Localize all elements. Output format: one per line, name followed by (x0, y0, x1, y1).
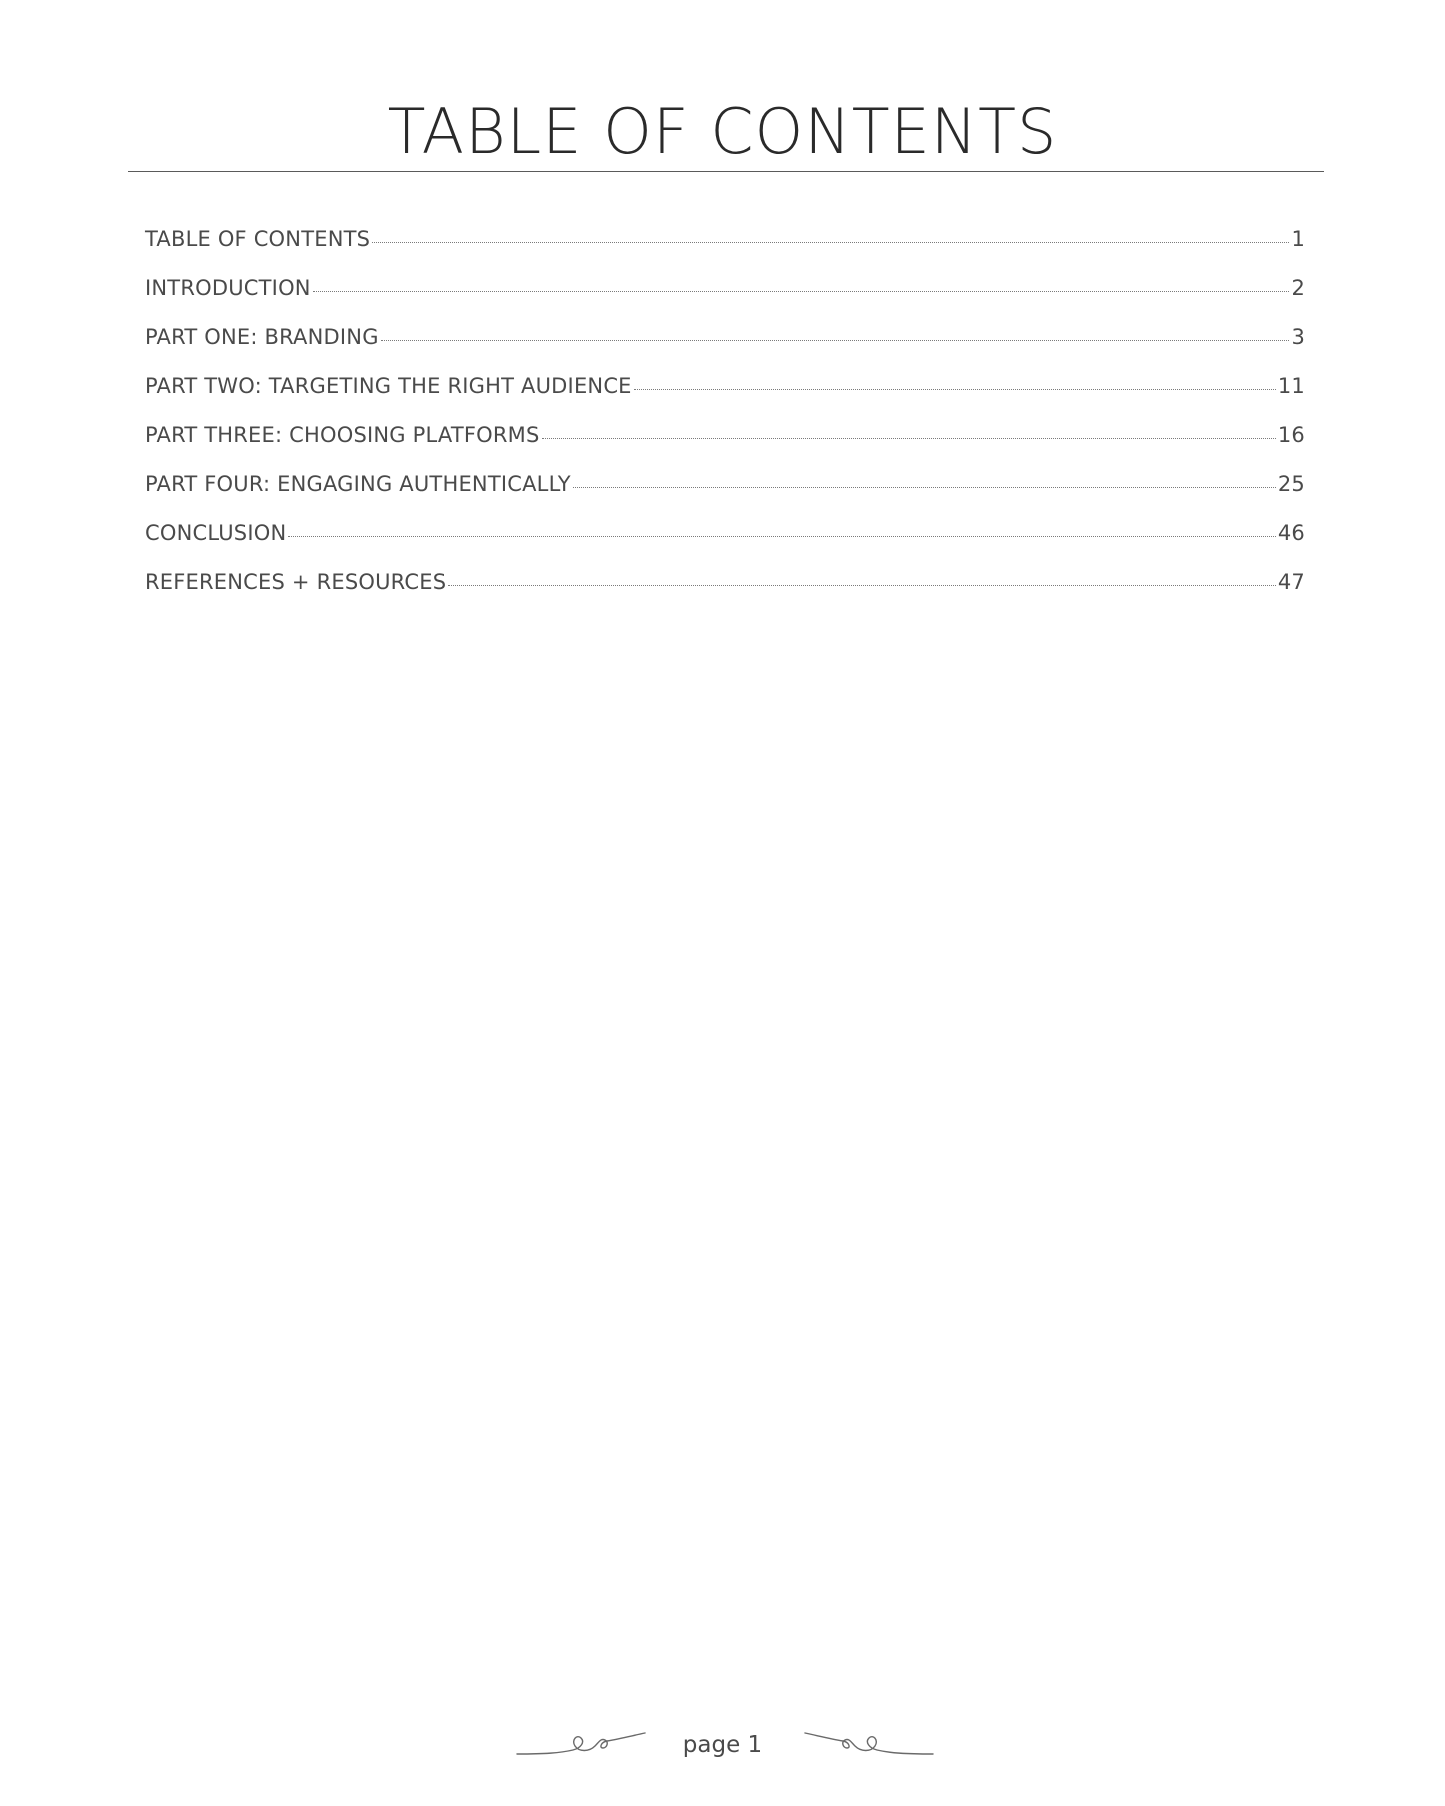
page-footer (0, 1726, 1445, 1766)
toc-entry-label: PART TWO: TARGETING THE RIGHT AUDIENCE (145, 374, 632, 398)
dot-leader (573, 485, 1276, 488)
toc-entry-label: PART FOUR: ENGAGING AUTHENTICALLY (145, 472, 571, 496)
toc-entry-label: REFERENCES + RESOURCES (145, 570, 447, 594)
toc-entry[interactable] (145, 567, 1305, 616)
page-title: TABLE OF CONTENTS (387, 95, 1058, 168)
dot-leader (288, 534, 1276, 537)
toc-entry-label: PART THREE: CHOOSING PLATFORMS (145, 423, 540, 447)
swirl-flourish-icon (800, 1726, 935, 1762)
toc-entry-label: CONCLUSION (145, 521, 287, 545)
toc-entry-page: 46 (1277, 521, 1305, 545)
dot-leader (372, 240, 1289, 243)
toc-entry-page: 16 (1277, 423, 1305, 447)
dot-leader (313, 289, 1290, 292)
toc-entry[interactable] (145, 469, 1305, 518)
title-divider (128, 171, 1324, 172)
toc-entry-page: 2 (1291, 276, 1305, 300)
toc-entry[interactable] (145, 518, 1305, 567)
toc-entry[interactable] (145, 371, 1305, 420)
toc-entry[interactable] (145, 420, 1305, 469)
dot-leader (381, 338, 1290, 341)
table-of-contents (145, 224, 1305, 616)
toc-entry-label: PART ONE: BRANDING (145, 325, 379, 349)
toc-entry-page: 25 (1277, 472, 1305, 496)
toc-entry-page: 47 (1277, 570, 1305, 594)
toc-entry[interactable] (145, 224, 1305, 273)
toc-entry-page: 11 (1277, 374, 1305, 398)
dot-leader (634, 387, 1276, 390)
toc-entry[interactable] (145, 273, 1305, 322)
toc-entry-label: TABLE OF CONTENTS (145, 227, 371, 251)
dot-leader (542, 436, 1276, 439)
toc-entry-page: 1 (1291, 227, 1305, 251)
dot-leader (448, 583, 1276, 586)
toc-entry-page: 3 (1291, 325, 1305, 349)
toc-entry-label: INTRODUCTION (145, 276, 311, 300)
toc-entry[interactable] (145, 322, 1305, 371)
page-number: page 1 (682, 1732, 763, 1758)
